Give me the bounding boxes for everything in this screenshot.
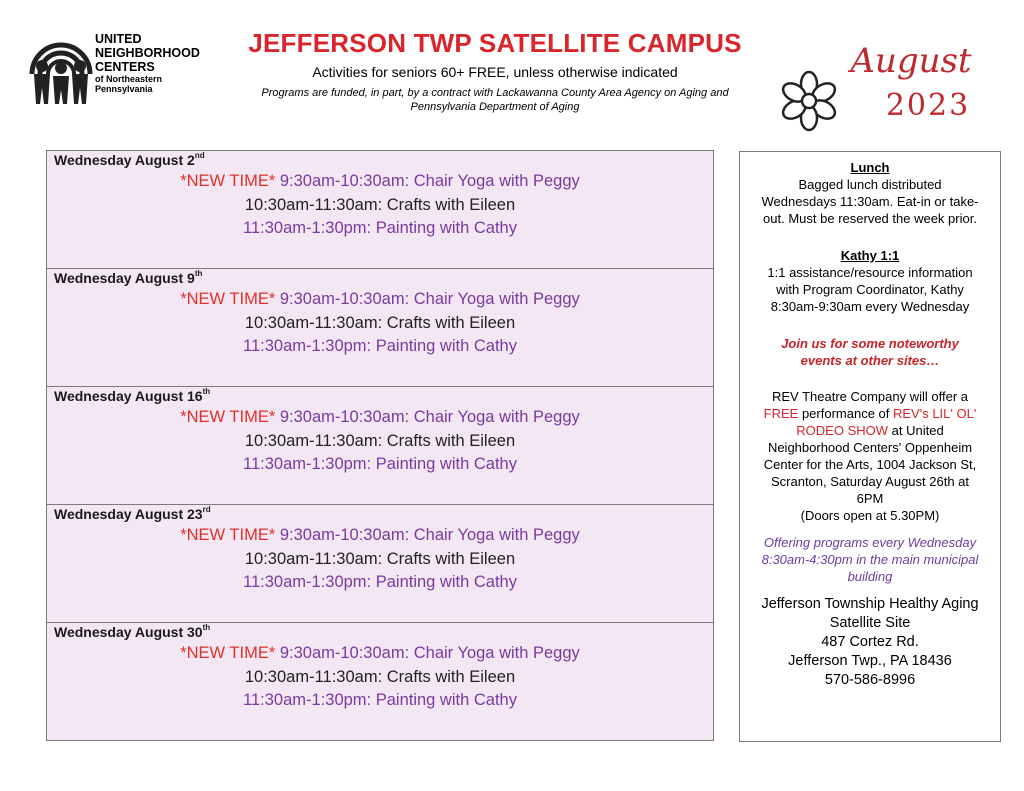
- painting-event: 11:30am-1:30pm: Painting with Cathy: [243, 337, 517, 355]
- month-label: August: [850, 41, 972, 81]
- logo-text-centers: CENTERS: [95, 60, 155, 74]
- lunch-text: out. Must be reserved the week prior.: [763, 211, 977, 226]
- funding-line-1: Programs are funded, in part, by a contract with Lackawanna County Area Agency on Aging and: [261, 87, 729, 99]
- schedule-day: [47, 505, 713, 623]
- chair-yoga-event: *NEW TIME* 9:30am-10:30am: Chair Yoga with Peggy: [180, 644, 580, 662]
- lunch-text: Wednesdays 11:30am. Eat-in or take-: [761, 194, 979, 209]
- crafts-event: 10:30am-11:30am: Crafts with Eileen: [244, 550, 516, 568]
- day-heading: Wednesday August 9th: [54, 269, 203, 286]
- new-time-tag: *NEW TIME*: [180, 526, 276, 544]
- chair-yoga-event: *NEW TIME* 9:30am-10:30am: Chair Yoga with Peggy: [180, 526, 580, 544]
- logo-text-pennsylvania: Pennsylvania: [95, 84, 153, 94]
- rev-theatre-section: REV Theatre Company will offer a FREE performance of REV's LIL' OL' RODEO SHOW at United Neighborhood Centers' Oppenheim Center for the Arts, 1004 Jackson St, Scranton, Saturday August 26th at 6PM (Doors open at 5.30PM): [763, 389, 977, 523]
- free-highlight: FREE: [763, 406, 799, 421]
- lunch-section: [748, 159, 992, 227]
- schedule-day: [47, 387, 713, 505]
- phone-number: 570-586-8996: [824, 672, 916, 688]
- kathy-section: [748, 247, 992, 315]
- funding-note: [210, 86, 780, 114]
- crafts-event: 10:30am-11:30am: Crafts with Eileen: [244, 668, 516, 686]
- offering-note: Offering programs every Wednesday 8:30am-4:30pm in the main municipal building: [761, 535, 979, 584]
- street-address: 487 Cortez Rd.: [821, 634, 919, 650]
- city-state-zip: Jefferson Twp., PA 18436: [788, 653, 952, 669]
- day-heading: Wednesday August 2nd: [54, 151, 205, 168]
- year-label: 2023: [885, 88, 971, 123]
- painting-event: 11:30am-1:30pm: Painting with Cathy: [243, 573, 517, 591]
- crafts-event: 10:30am-11:30am: Crafts with Eileen: [244, 432, 516, 450]
- site-name: Satellite Site: [829, 615, 911, 631]
- weekly-schedule: [46, 150, 714, 741]
- schedule-day: [47, 269, 713, 387]
- crafts-event: 10:30am-11:30am: Crafts with Eileen: [244, 196, 516, 214]
- new-time-tag: *NEW TIME*: [180, 172, 276, 190]
- kathy-text: with Program Coordinator, Kathy: [776, 282, 964, 297]
- crafts-event: 10:30am-11:30am: Crafts with Eileen: [244, 314, 516, 332]
- schedule-day: [47, 623, 713, 740]
- chair-yoga-event: *NEW TIME* 9:30am-10:30am: Chair Yoga with Peggy: [180, 172, 580, 190]
- kathy-heading: Kathy 1:1: [840, 248, 900, 263]
- day-heading: Wednesday August 23rd: [54, 505, 211, 522]
- logo-text-united: UNITED: [95, 32, 142, 46]
- funding-line-2: Pennsylvania Department of Aging: [410, 101, 580, 113]
- kathy-text: 1:1 assistance/resource information: [767, 265, 973, 280]
- painting-event: 11:30am-1:30pm: Painting with Cathy: [243, 691, 517, 709]
- painting-event: 11:30am-1:30pm: Painting with Cathy: [243, 455, 517, 473]
- new-time-tag: *NEW TIME*: [180, 644, 276, 662]
- lunch-text: Bagged lunch distributed: [798, 177, 942, 192]
- show-title: REV's LIL' OL': [893, 406, 977, 421]
- logo-text-neighborhood: NEIGHBORHOOD: [95, 46, 200, 60]
- kathy-text: 8:30am-9:30am every Wednesday: [770, 299, 970, 314]
- chair-yoga-event: *NEW TIME* 9:30am-10:30am: Chair Yoga with Peggy: [180, 290, 580, 308]
- painting-event: 11:30am-1:30pm: Painting with Cathy: [243, 219, 517, 237]
- day-heading: Wednesday August 16th: [54, 387, 211, 404]
- logo-text-of-northeastern: of Northeastern: [95, 74, 163, 84]
- site-name: Jefferson Township Healthy Aging: [761, 596, 979, 612]
- new-time-tag: *NEW TIME*: [180, 408, 276, 426]
- new-time-tag: *NEW TIME*: [180, 290, 276, 308]
- organization-logo: [28, 30, 203, 110]
- info-sidebar: [739, 151, 1001, 742]
- flower-icon: [778, 70, 840, 132]
- day-heading: Wednesday August 30th: [54, 623, 211, 640]
- page-title: JEFFERSON TWP SATELLITE CAMPUS: [248, 28, 742, 58]
- show-title: RODEO SHOW: [796, 423, 889, 438]
- contact-info: [748, 595, 992, 690]
- schedule-day: [47, 151, 713, 269]
- join-us-note: Join us for some noteworthy events at other sites…: [781, 336, 959, 368]
- chair-yoga-event: *NEW TIME* 9:30am-10:30am: Chair Yoga with Peggy: [180, 408, 580, 426]
- page-subtitle: Activities for seniors 60+ FREE, unless otherwise indicated: [312, 64, 678, 80]
- logo-people-icon: [28, 30, 94, 106]
- lunch-heading: Lunch: [850, 160, 890, 175]
